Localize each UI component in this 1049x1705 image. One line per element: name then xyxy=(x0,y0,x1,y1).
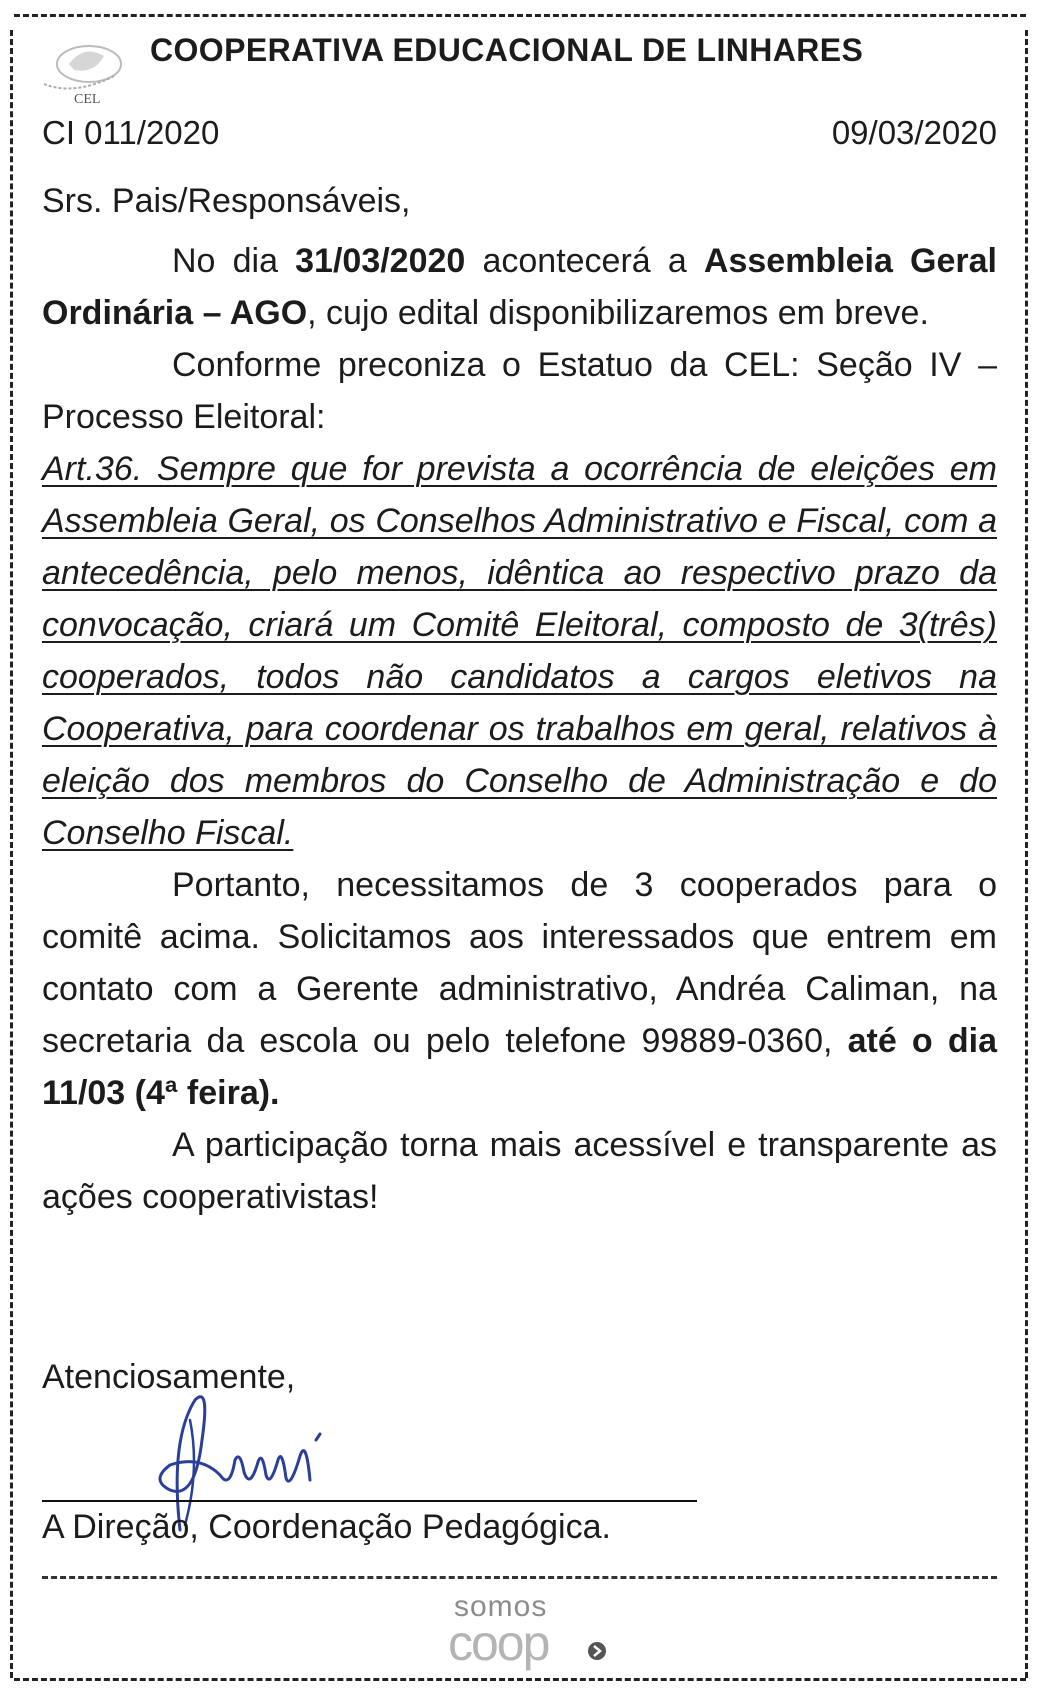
footer-divider xyxy=(42,1576,997,1579)
paragraph-assembly-announcement xyxy=(42,235,997,339)
cut-border-left xyxy=(10,30,13,1678)
signer-name: A Direção, Coordenação Pedagógica. xyxy=(42,1508,611,1546)
coop-arrow-icon xyxy=(586,1640,608,1662)
cut-border-bottom xyxy=(14,1678,1026,1681)
p1-text-c: , cujo edital disponibilizaremos em breve. xyxy=(307,294,929,332)
p1-text-a: No dia xyxy=(172,242,296,280)
cut-border-right xyxy=(1025,30,1028,1678)
seal-label: CEL xyxy=(74,92,101,107)
somos-coop-logo-main: coop xyxy=(448,1615,549,1671)
document-reference: CI 011/2020 xyxy=(42,114,220,151)
deadline: até o dia 11/03 (4ª feira). xyxy=(42,1022,997,1112)
p3-text: Portanto, necessitamos de 3 cooperados para o comitê acima. Solicitamos aos interessados que entrem em contato com a Gerente administrativo, Andréa Caliman, na secretaria da escola ou pelo telefone 99889-0360, xyxy=(42,866,997,1060)
document-date: 09/03/2020 xyxy=(831,114,997,151)
closing-salutation: Atenciosamente, xyxy=(42,1358,296,1396)
assembly-date: 31/03/2020 xyxy=(295,242,466,280)
paragraph-call-for-volunteers xyxy=(42,859,997,1119)
document-header-title: COOPERATIVA EDUCACIONAL DE LINHARES xyxy=(150,32,864,68)
assembly-name: Assembleia Geral Ordinária – AGO xyxy=(42,242,997,332)
paragraph-statute-reference: Conforme preconiza o Estatuo da CEL: Seção IV – Processo Eleitoral: xyxy=(42,346,997,436)
p1-text-b: acontecerá a xyxy=(465,242,704,280)
paragraph-participation: A participação torna mais acessível e transparente as ações cooperativistas! xyxy=(42,1126,997,1216)
statute-article-36: Art.36. Sempre que for prevista a ocorrência de eleições em Assembleia Geral, os Conselhos Administrativo e Fiscal, com a antecedência, pelo menos, idêntica ao respectivo prazo da convocação, criará um Comitê Eleitoral, composto de 3(três) cooperados, todos não candidatos a cargos eletivos na Cooperativa, para coordenar os trabalhos em geral, relativos à eleição dos membros do Conselho de Administração e do Conselho Fiscal. xyxy=(42,450,997,852)
letter-greeting: Srs. Pais/Responsáveis, xyxy=(42,182,411,220)
somos-coop-logo-top: somos xyxy=(454,1590,548,1623)
cut-border-top xyxy=(14,14,1026,17)
signature-line xyxy=(42,1500,697,1502)
letter-body xyxy=(42,175,997,1223)
